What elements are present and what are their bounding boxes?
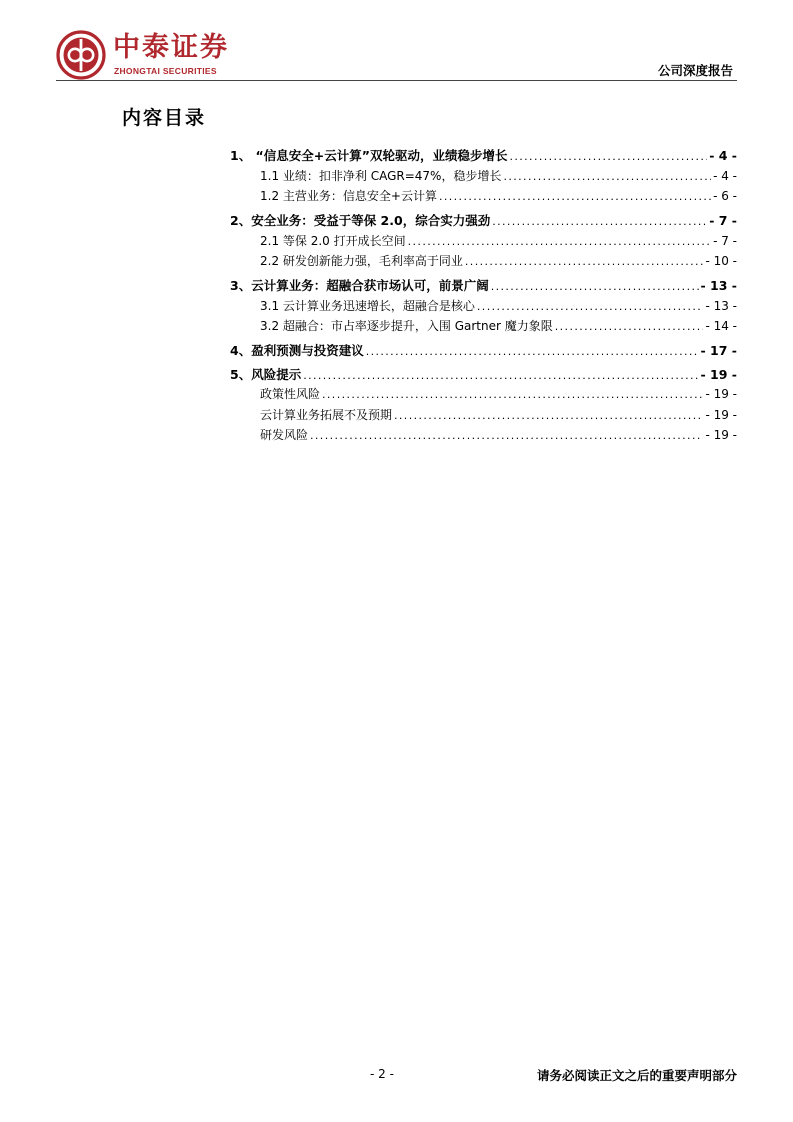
toc-entry[interactable] — [230, 341, 737, 362]
company-logo — [56, 30, 246, 80]
toc-entry[interactable] — [230, 406, 737, 427]
zhongtai-logo-icon — [56, 30, 106, 80]
toc-entry-label: 3、云计算业务：超融合获市场认可，前景广阔 — [230, 277, 489, 293]
toc-entry-label: 4、盈利预测与投资建议 — [230, 342, 364, 358]
toc-leader — [310, 429, 703, 442]
toc-leader — [465, 255, 704, 268]
toc-entry-label: 1、 “信息安全+云计算”双轮驱动，业绩稳步增长 — [230, 148, 508, 163]
toc-entry-page: - 14 - — [705, 319, 737, 334]
toc-leader — [408, 235, 711, 248]
toc-entry[interactable] — [230, 187, 737, 208]
report-type: 公司深度报告 — [657, 63, 733, 78]
table-of-contents — [230, 146, 737, 447]
toc-entry-page: - 4 - — [713, 168, 737, 183]
toc-entry-page: - 4 - — [709, 148, 737, 163]
toc-leader — [366, 345, 699, 358]
toc-leader — [492, 215, 707, 228]
toc-entry-label: 2.2 研发创新能力强，毛利率高于同业 — [260, 254, 463, 269]
toc-leader — [477, 300, 704, 313]
toc-entry-page: - 19 - — [705, 428, 737, 443]
toc-entry[interactable] — [230, 426, 737, 447]
toc-entry-label: 政策性风险 — [260, 387, 321, 402]
toc-leader — [303, 369, 698, 382]
toc-leader — [394, 409, 703, 422]
toc-entry-page: - 19 - — [700, 366, 737, 382]
toc-entry-page: - 19 - — [705, 407, 737, 422]
toc-entry-page: - 17 - — [700, 342, 737, 358]
toc-entry-label: 1.1 业绩：扣非净利 CAGR=47%，稳步增长 — [260, 168, 502, 183]
page-number: - 2 - — [370, 1067, 394, 1081]
toc-title: 内容目录 — [122, 107, 207, 129]
toc-leader — [491, 280, 699, 293]
toc-entry-page: - 13 - — [700, 277, 737, 293]
toc-entry-page: - 10 - — [705, 254, 737, 269]
footer-disclaimer: 请务必阅读正文之后的重要声明部分 — [536, 1068, 737, 1083]
toc-entry[interactable] — [230, 385, 737, 406]
toc-leader — [439, 190, 711, 203]
toc-entry-label: 5、风险提示 — [230, 366, 302, 382]
toc-entry[interactable] — [230, 317, 737, 338]
toc-entry-label: 3.2 超融合：市占率逐步提升，入围 Gartner 魔力象限 — [260, 319, 553, 334]
toc-entry[interactable] — [230, 365, 737, 386]
toc-entry-page: - 7 - — [709, 212, 737, 228]
toc-entry-label: 2.1 等保 2.0 打开成长空间 — [260, 233, 406, 248]
toc-leader — [503, 170, 711, 183]
toc-entry-page: - 13 - — [705, 298, 737, 313]
toc-entry[interactable] — [230, 297, 737, 318]
company-name-cn: 中泰证券 — [113, 32, 229, 63]
toc-leader — [555, 320, 704, 333]
toc-entry[interactable] — [230, 276, 737, 297]
toc-leader — [509, 150, 707, 163]
toc-entry-page: - 6 - — [713, 189, 737, 204]
toc-entry-label: 研发风险 — [260, 428, 309, 443]
toc-entry-label: 1.2 主营业务：信息安全+云计算 — [260, 189, 437, 204]
toc-entry[interactable] — [230, 211, 737, 232]
toc-entry-label: 2、安全业务：受益于等保 2.0，综合实力强劲 — [230, 212, 491, 228]
toc-entry[interactable] — [230, 252, 737, 273]
toc-entry[interactable] — [230, 232, 737, 253]
toc-entry-label: 3.1 云计算业务迅速增长，超融合是核心 — [260, 298, 475, 313]
toc-entry-page: - 19 - — [705, 387, 737, 402]
toc-leader — [322, 388, 703, 401]
toc-entry[interactable] — [230, 167, 737, 188]
toc-entry-label: 云计算业务拓展不及预期 — [260, 407, 393, 422]
toc-entry-page: - 7 - — [713, 233, 737, 248]
company-name-en: ZHONGTAI SECURITIES — [114, 66, 217, 76]
toc-entry[interactable] — [230, 146, 737, 167]
header-divider — [56, 80, 737, 81]
